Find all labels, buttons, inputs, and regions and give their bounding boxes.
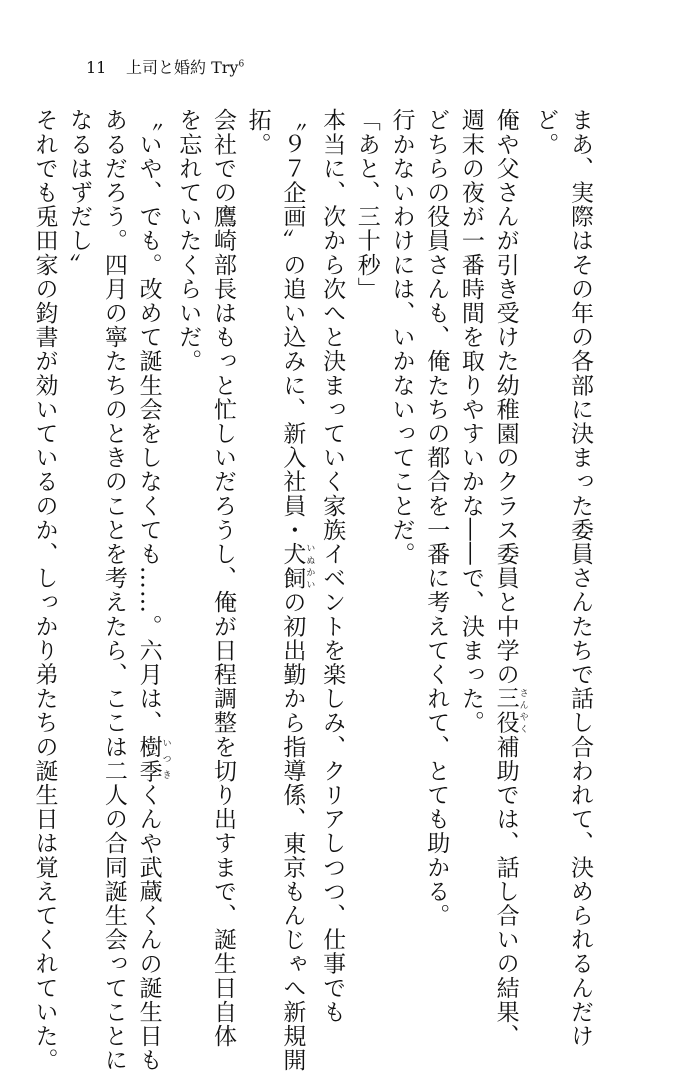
ruby-itsuki: いつき xyxy=(160,734,171,783)
text-line-10: 拓。 xyxy=(244,108,271,157)
text-line-12: を忘れていたくらいだ。 xyxy=(175,108,202,374)
ruby-sanyaku: さんやく xyxy=(517,686,528,735)
title-volume-superscript: 6 xyxy=(238,59,245,70)
text-line-3: 俺や父さんが引き受けた幼稚園のクラス委員と中学の三役 さんやく補助では、話し合いの結果、 xyxy=(492,108,528,1048)
text-line-2: ど。 xyxy=(532,108,559,157)
book-title: 上司と婚約 Try xyxy=(126,58,239,77)
text-line-13: 〝いや、でも。改めて誕生会をしなくても……。六月は、樹季 いつきくんや武蔵くんの誕生日も xyxy=(135,108,171,1072)
text-line-7: 「あと、三十秒」 xyxy=(353,108,380,301)
text-line-15: なるはずだし〟 xyxy=(66,108,93,277)
text-line-11: 会社での鷹崎部長はもっと忙しいだろうし、俺が日程調整を切り出すまで、誕生日自体 xyxy=(209,108,236,1048)
text-line-8: 本当に、次から次へと決まっていく家族イベントを楽しみ、クリアしつつ、仕事でも xyxy=(319,108,346,1024)
text-line-1: まあ、実際はその年の各部に決まった委員さんたちで話し合われて、決められるんだけ xyxy=(567,108,593,1048)
page-number: 11 xyxy=(86,58,107,77)
ruby-inukai: いぬかい xyxy=(304,541,315,590)
text-line-5: どちらの役員さんも、俺たちの都合を一番に考えてくれて、とても助かる。 xyxy=(423,108,450,928)
text-line-14: あるだろう。四月の寧たちのときのことを考えたら、ここは二人の合同誕生会ってことに xyxy=(100,108,127,1072)
vertical-text-body xyxy=(27,108,597,1072)
text-line-16: それでも兎田家の鈞書が効いているのか、しっかり弟たちの誕生日は覚えてくれていた。 xyxy=(31,108,58,1072)
text-line-9: 〝９７企画〟の追い込みに、新入社員・犬飼 いぬかいの初出勤から指導係、東京もんじゃへ新規開 xyxy=(279,108,315,1072)
running-header xyxy=(86,58,244,78)
text-line-4: 週末の夜が一番時間を取りやすいかな――で、決まった。 xyxy=(457,108,484,735)
text-line-6: 行かないわけには、いかないってことだ。 xyxy=(388,108,415,566)
